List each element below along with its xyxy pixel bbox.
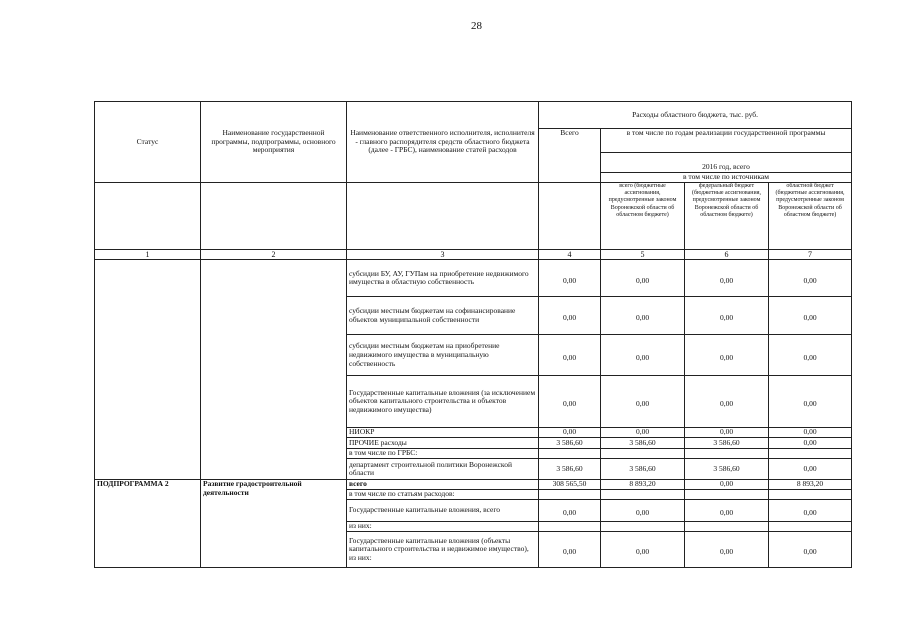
header-year-2016: 2016 год, всего [601,153,852,173]
header-status: Статус [95,102,201,183]
cell-item: ПРОЧИЕ расходы [347,438,539,449]
cell-regional: 0,00 [769,500,852,522]
cell-item: департамент строительной политики Воронежской области [347,459,539,480]
cell-federal: 0,00 [685,335,769,376]
cell-item: субсидии местным бюджетам на софинансирование объектов муниципальной собственности [347,297,539,335]
cell-federal: 3 586,60 [685,438,769,449]
cell-federal: 0,00 [685,500,769,522]
cell-2016-total [601,522,685,532]
cell-2016-total: 3 586,60 [601,459,685,480]
cell-regional: 0,00 [769,532,852,568]
budget-table [94,101,852,568]
cell-regional: 0,00 [769,428,852,438]
cell-regional: 0,00 [769,335,852,376]
cell-program-name-subprogram: Развитие градостроительной деятельности [201,480,347,568]
cell-program-name [201,260,347,480]
cell-federal: 0,00 [685,480,769,490]
cell-2016-total: 8 893,20 [601,480,685,490]
cell-federal: 0,00 [685,376,769,428]
cell-item: в том числе по статьям расходов: [347,490,539,500]
column-number: 2 [201,250,347,260]
cell-total: 308 565,50 [539,480,601,490]
cell-regional: 0,00 [769,459,852,480]
header-source-federal: федеральный бюджет (бюджетные ассигнования, предусмотренные законом Воронежской области об областном бюджете) [685,183,769,250]
table-row [95,260,852,297]
column-number: 1 [95,250,201,260]
cell-item: НИОКР [347,428,539,438]
cell-item: всего [347,480,539,490]
cell-2016-total: 0,00 [601,532,685,568]
cell-regional: 0,00 [769,438,852,449]
cell-2016-total: 3 586,60 [601,438,685,449]
cell-total: 0,00 [539,335,601,376]
cell-item: Государственные капитальные вложения (за исключением объектов капитального строительства и объектов недвижимого имущества) [347,376,539,428]
cell-item: Государственные капитальные вложения, всего [347,500,539,522]
cell-item: Государственные капитальные вложения (объекты капитального строительства и недвижимое имущество), из них: [347,532,539,568]
cell-item: субсидии местным бюджетам на приобретение недвижимого имущества в муниципальную собственность [347,335,539,376]
cell-total: 0,00 [539,500,601,522]
cell-2016-total: 0,00 [601,297,685,335]
cell-total: 3 586,60 [539,438,601,449]
cell-federal [685,490,769,500]
cell-regional: 0,00 [769,376,852,428]
cell-2016-total: 0,00 [601,335,685,376]
cell-item: субсидии БУ, АУ, ГУПам на приобретение недвижимого имущества в областную собственность [347,260,539,297]
header-source-total: всего (бюджетные ассигнования, предусмотренные законом Воронежской области об областном бюджете) [601,183,685,250]
cell-regional: 8 893,20 [769,480,852,490]
column-number: 4 [539,250,601,260]
cell-total: 0,00 [539,532,601,568]
cell-2016-total: 0,00 [601,260,685,297]
cell-total [539,449,601,459]
cell-federal: 3 586,60 [685,459,769,480]
cell-total: 0,00 [539,297,601,335]
cell-2016-total: 0,00 [601,500,685,522]
cell-federal [685,522,769,532]
cell-federal [685,449,769,459]
cell-status-subprogram: ПОДПРОГРАММА 2 [95,480,201,568]
cell-total: 0,00 [539,260,601,297]
cell-regional [769,449,852,459]
cell-regional: 0,00 [769,260,852,297]
header-executor: Наименование ответственного исполнителя, исполнителя - главного распорядителя средств областного бюджета (далее - ГРБС), наименование статей расходов [347,102,539,183]
cell-regional: 0,00 [769,297,852,335]
column-numbers-row [95,250,852,260]
cell-item: в том числе по ГРБС: [347,449,539,459]
cell-federal: 0,00 [685,260,769,297]
cell-federal: 0,00 [685,428,769,438]
cell-total: 0,00 [539,376,601,428]
header-expenses: Расходы областного бюджета, тыс. руб. [539,102,852,129]
cell-total: 3 586,60 [539,459,601,480]
column-number: 7 [769,250,852,260]
column-number: 5 [601,250,685,260]
header-by-years: в том числе по годам реализации государственной программы [601,129,852,153]
cell-2016-total: 0,00 [601,376,685,428]
cell-total [539,522,601,532]
cell-regional [769,490,852,500]
cell-item: из них: [347,522,539,532]
cell-2016-total: 0,00 [601,428,685,438]
column-number: 3 [347,250,539,260]
header-total: Всего [539,129,601,183]
header-by-sources: в том числе по источникам [601,173,852,183]
cell-2016-total [601,490,685,500]
header-program-name: Наименование государственной программы, подпрограммы, основного мероприятия [201,102,347,183]
page-number: 28 [471,20,482,32]
cell-total: 0,00 [539,428,601,438]
header-source-regional: областной бюджет (бюджетные ассигнования, предусмотренные законом Воронежской области об областном бюджете) [769,183,852,250]
cell-total [539,490,601,500]
cell-status [95,260,201,480]
cell-federal: 0,00 [685,297,769,335]
cell-2016-total [601,449,685,459]
column-number: 6 [685,250,769,260]
table-row [95,480,852,490]
cell-federal: 0,00 [685,532,769,568]
cell-regional [769,522,852,532]
